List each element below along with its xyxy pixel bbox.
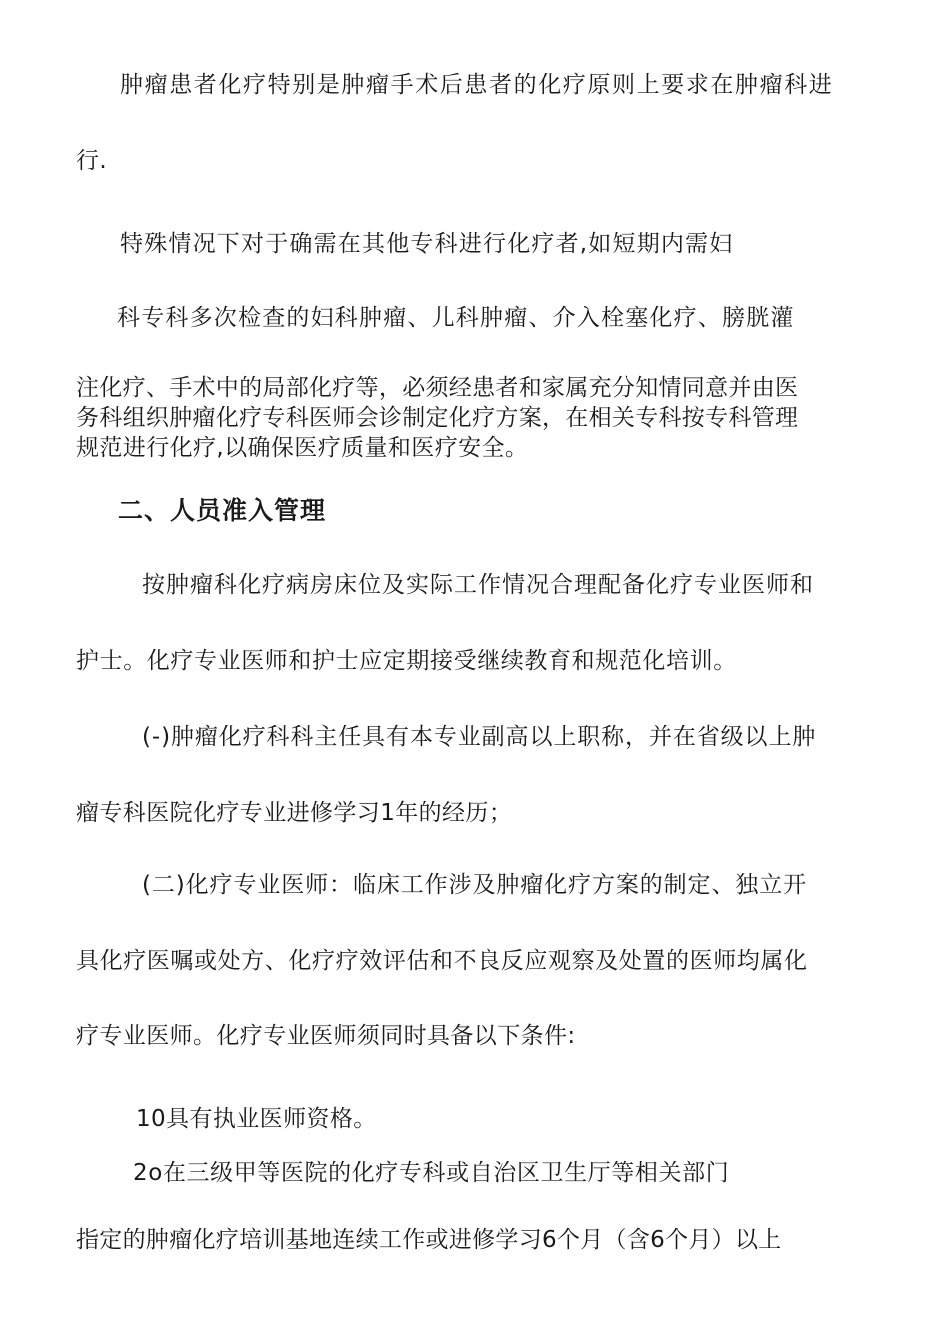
paragraph-2-line-4: 务科组织肿瘤化疗专科医师会诊制定化疗方案，在相关专科按专科管理 (76, 405, 799, 431)
paragraph-3-line-2: 护士。化疗专业医师和护士应定期接受继续教育和规范化培训。 (76, 648, 737, 674)
paragraph-3-line-1: 按肿瘤科化疗病房床位及实际工作情况合理配备化疗专业医师和 (142, 572, 814, 598)
section-2-heading: 二、人员准入管理 (118, 496, 327, 525)
condition-2-line-1: 2o在三级甲等医院的化疗专科或自治区卫生厅等相关部门 (133, 1160, 730, 1186)
item-1-line-2: 瘤专科医院化疗专业进修学习1年的经历； (76, 800, 513, 826)
paragraph-2-line-1: 特殊情况下对于确需在其他专科进行化疗者,如短期内需妇 (120, 231, 734, 257)
item-1-line-1: (-)肿瘤化疗科科主任具有本专业副高以上职称，并在省级以上肿 (142, 724, 817, 750)
item-2-line-2: 具化疗医嘱或处方、化疗疗效评估和不良反应观察及处置的医师均属化 (76, 948, 808, 974)
condition-1: 10具有执业医师资格。 (136, 1106, 377, 1132)
paragraph-1-line-1: 肿瘤患者化疗特别是肿瘤手术后患者的化疗原则上要求在肿瘤科进 (120, 72, 834, 98)
item-2-line-1: (二)化疗专业医师：临床工作涉及肿瘤化疗方案的制定、独立开 (142, 872, 808, 898)
item-2-line-3: 疗专业医师。化疗专业医师须同时具备以下条件: (76, 1023, 576, 1049)
paragraph-2-line-5: 规范进行化疗,以确保医疗质量和医疗安全。 (76, 435, 529, 461)
paragraph-2-line-2: 科专科多次检查的妇科肿瘤、儿科肿瘤、介入栓塞化疗、膀胱灌 (117, 305, 795, 331)
paragraph-2-line-3: 注化疗、手术中的局部化疗等，必须经患者和家属充分知情同意并由医 (76, 375, 799, 401)
condition-2-line-2: 指定的肿瘤化疗培训基地连续工作或进修学习6个月（含6个月）以上 (76, 1227, 782, 1253)
paragraph-1-line-2: 行. (76, 148, 108, 174)
